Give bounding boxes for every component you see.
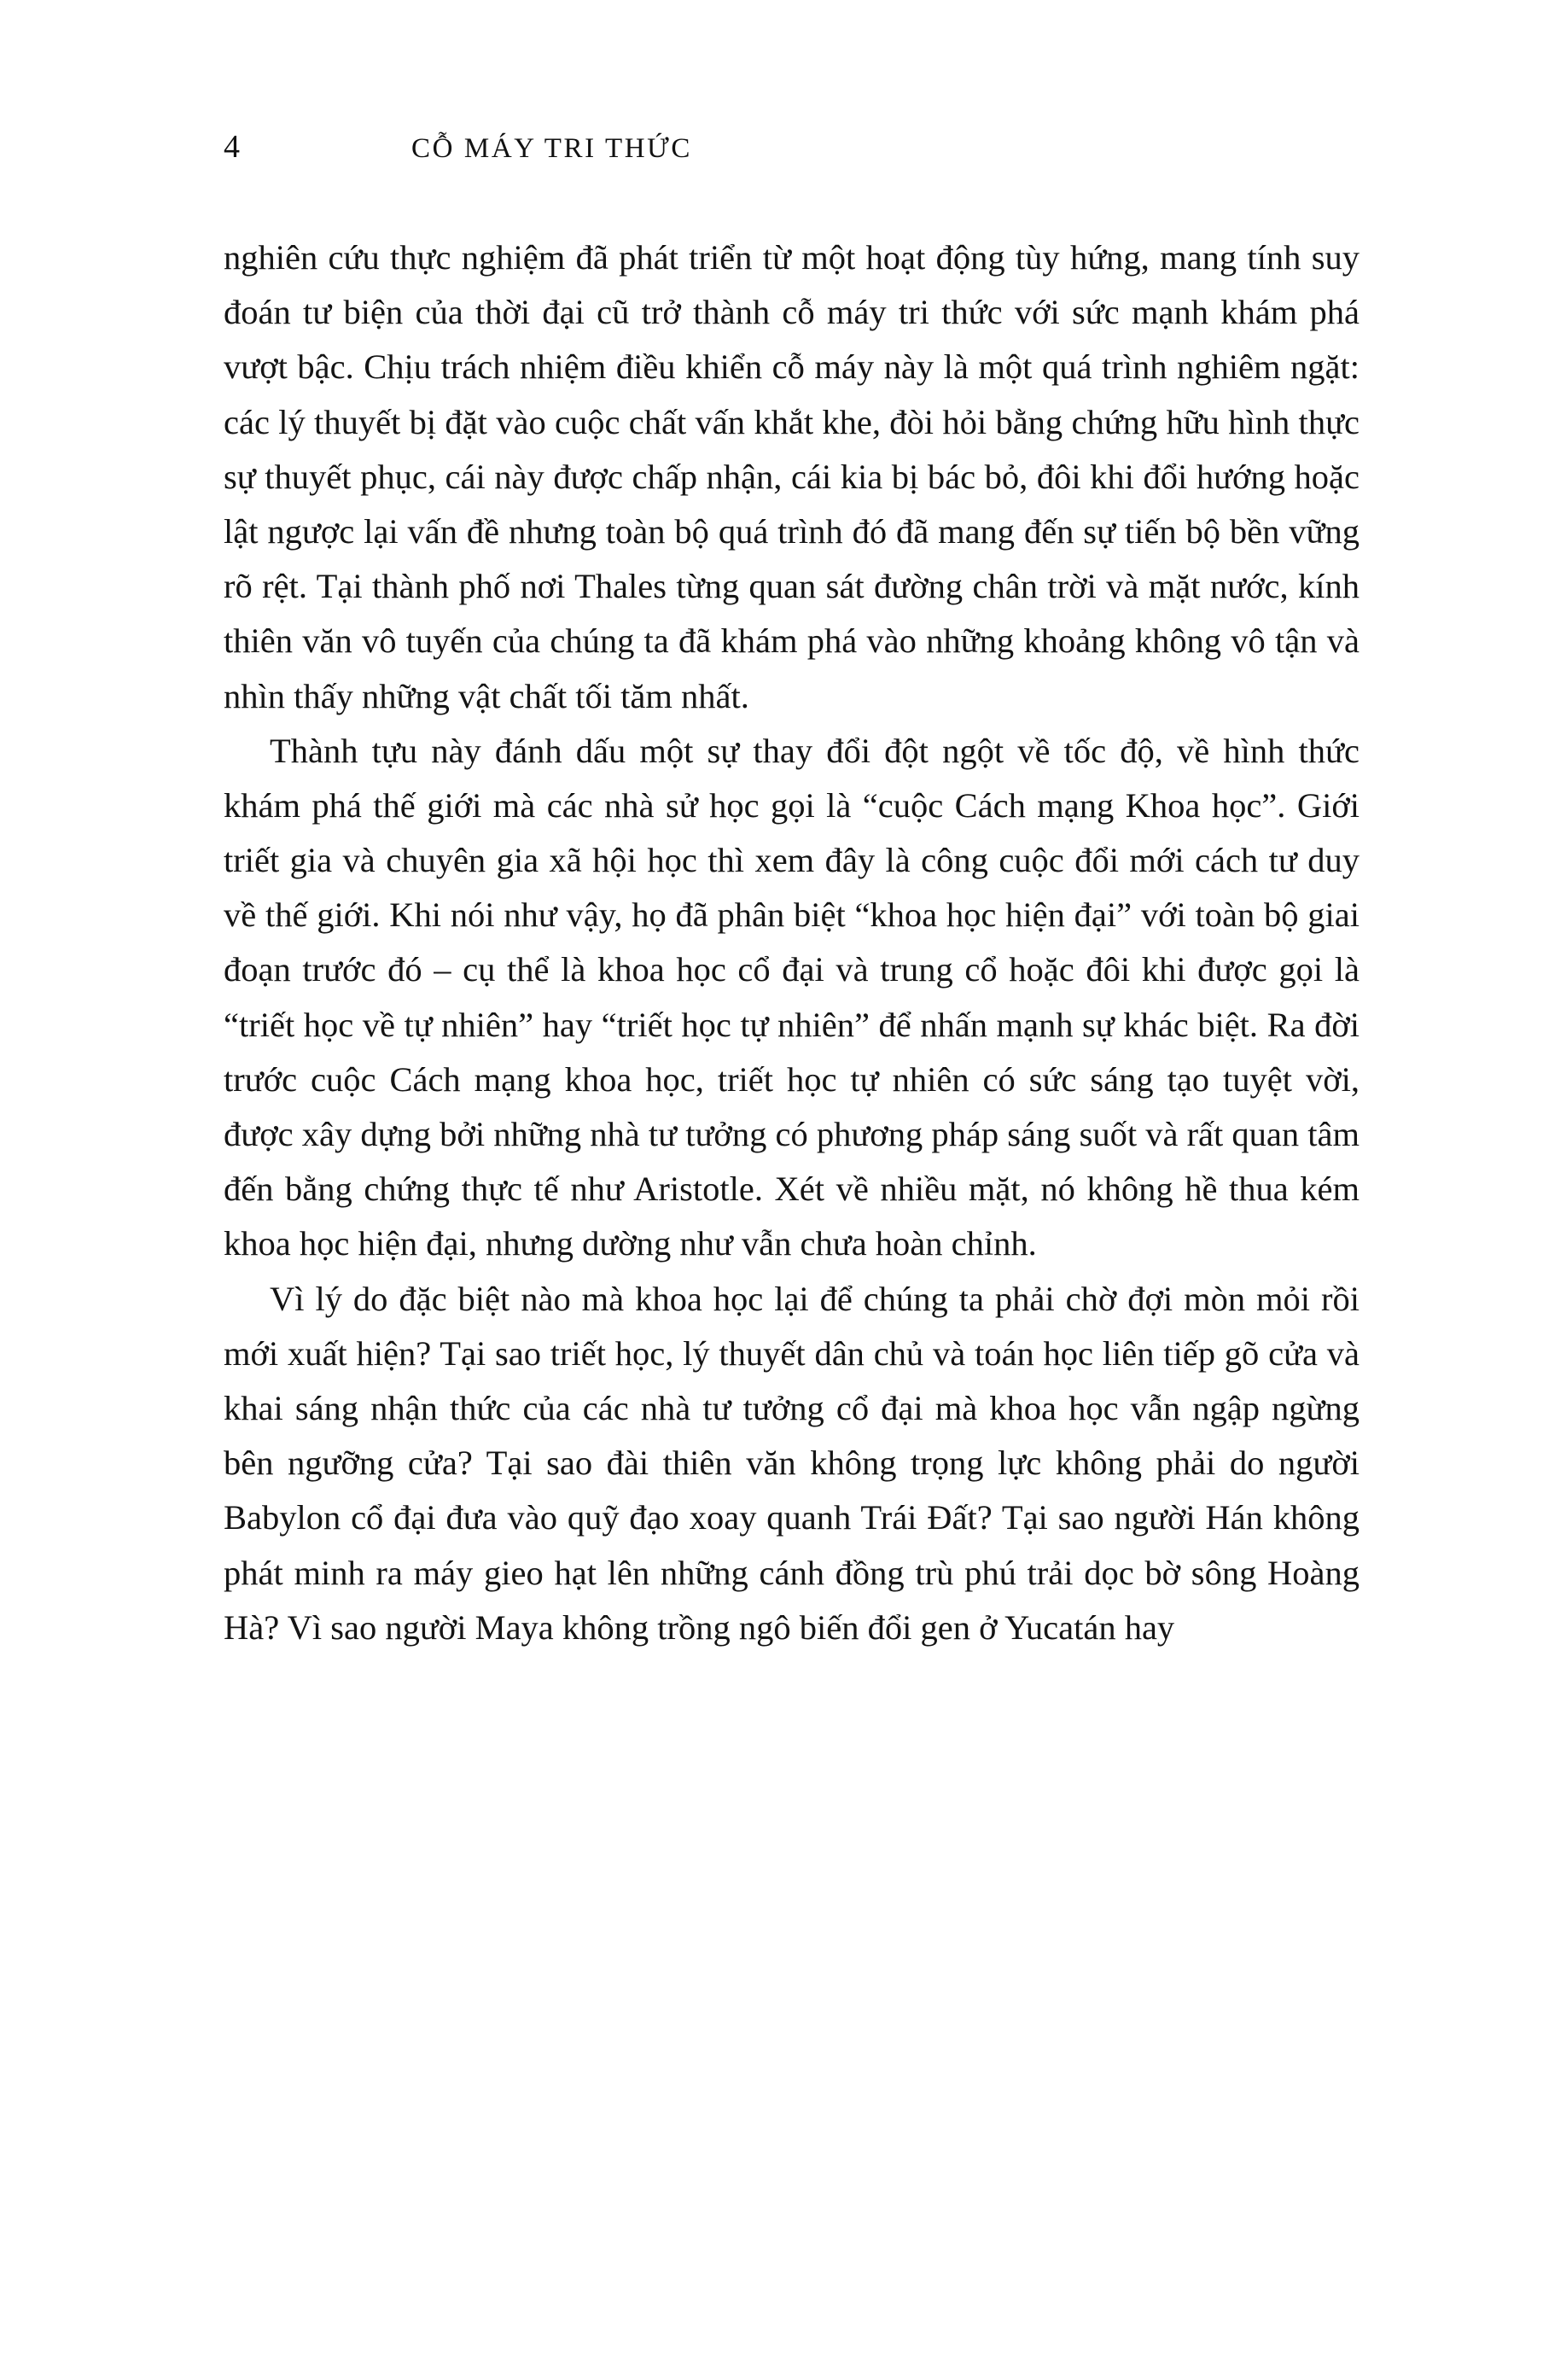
paragraph-2: Thành tựu này đánh dấu một sự thay đổi đột ngột về tốc độ, về hình thức khám phá thế giới mà các nhà sử học gọi là “cuộc Cách mạng Khoa học”. Giới triết gia và chuyên gia xã hội học thì xem đây là công cuộc đổi mới cách tư duy về thế giới. Khi nói như vậy, họ đã phân biệt “khoa học hiện đại” với toàn bộ giai đoạn trước đó – cụ thể là khoa học cổ đại và trung cổ hoặc đôi khi được gọi là “triết học về tự nhiên” hay “triết học tự nhiên” để nhấn mạnh sự khác biệt. Ra đời trước cuộc Cách mạng khoa học, triết học tự nhiên có sức sáng tạo tuyệt vời, được xây dựng bởi những nhà tư tưởng có phương pháp sáng suốt và rất quan tâm đến bằng chứng thực tế như Aristotle. Xét về nhiều mặt, nó không hề thua kém khoa học hiện đại, nhưng dường như vẫn chưa hoàn chỉnh. (224, 731, 1360, 1263)
page-number: 4 (224, 129, 241, 165)
page-body (224, 230, 1360, 1655)
paragraph-3: Vì lý do đặc biệt nào mà khoa học lại để chúng ta phải chờ đợi mòn mỏi rồi mới xuất hiện? Tại sao triết học, lý thuyết dân chủ và toán học liên tiếp gõ cửa và khai sáng nhận thức của các nhà tư tưởng cổ đại mà khoa học vẫn ngập ngừng bên ngưỡng cửa? Tại sao đài thiên văn không trọng lực không phải do người Babylon cổ đại đưa vào quỹ đạo xoay quanh Trái Đất? Tại sao người Hán không phát minh ra máy gieo hạt lên những cánh đồng trù phú trải dọc bờ sông Hoàng Hà? Vì sao người Maya không trồng ngô biến đổi gen ở Yucatán hay (224, 1279, 1360, 1647)
running-head (224, 128, 1360, 179)
book-title-header: CỖ MÁY TRI THỨC (411, 133, 692, 164)
paragraph-1: nghiên cứu thực nghiệm đã phát triển từ một hoạt động tùy hứng, mang tính suy đoán tư biện của thời đại cũ trở thành cỗ máy tri thức với sức mạnh khám phá vượt bậc. Chịu trách nhiệm điều khiển cỗ máy này là một quá trình nghiêm ngặt: các lý thuyết bị đặt vào cuộc chất vấn khắt khe, đòi hỏi bằng chứng hữu hình thực sự thuyết phục, cái này được chấp nhận, cái kia bị bác bỏ, đôi khi đổi hướng hoặc lật ngược lại vấn đề nhưng toàn bộ quá trình đó đã mang đến sự tiến bộ bền vững rõ rệt. Tại thành phố nơi Thales từng quan sát đường chân trời và mặt nước, kính thiên văn vô tuyến của chúng ta đã khám phá vào những khoảng không vô tận và nhìn thấy những vật chất tối tăm nhất. (224, 238, 1360, 715)
